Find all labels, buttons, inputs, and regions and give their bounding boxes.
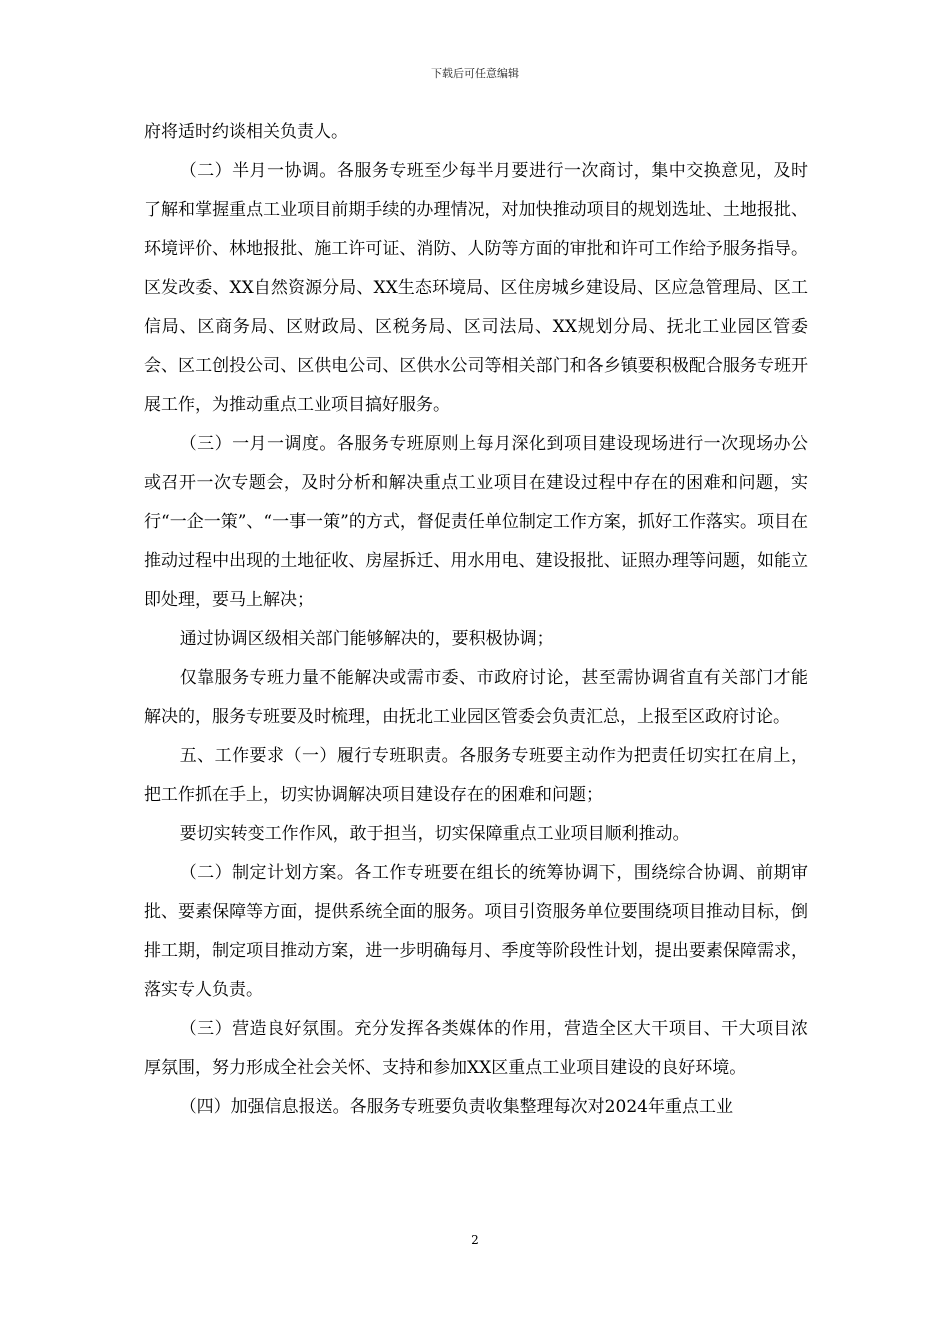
paragraph-8: （二）制定计划方案。各工作专班要在组长的统筹协调下，围绕综合协调、前期审批、要素保障等方面，提供系统全面的服务。项目引资服务单位要围绕项目推动目标，倒排工期，制定项目推动方案，进一步明确每月、季度等阶段性计划，提出要素保障需求，落实专人负责。 — [144, 863, 808, 1000]
paragraph-5: 仅靠服务专班力量不能解决或需市委、市政府讨论，甚至需协调省直有关部门才能解决的，服务专班要及时梳理，由抚北工业园区管委会负责汇总，上报至区政府讨论。 — [144, 668, 808, 727]
paragraph-10: （四）加强信息报送。各服务专班要负责收集整理每次对2024年重点工业 — [179, 1097, 733, 1117]
paragraph-1: 府将适时约谈相关负责人。 — [144, 122, 348, 142]
paragraph-3: （三）一月一调度。各服务专班原则上每月深化到项目建设现场进行一次现场办公或召开一次专题会，及时分析和解决重点工业项目在建设过程中存在的困难和问题，实行“一企一策”、“一事一策”的方式，督促责任单位制定工作方案，抓好工作落实。项目在推动过程中出现的土地征收、房屋拆迁、用水用电、建设报批、证照办理等问题，如能立即处理，要马上解决； — [144, 434, 808, 610]
paragraph-7: 要切实转变工作作风，敢于担当，切实保障重点工业项目顺利推动。 — [179, 824, 690, 844]
page-header: 下载后可任意编辑 — [431, 67, 519, 80]
paragraph-6: 五、工作要求（一）履行专班职责。各服务专班要主动作为把责任切实扛在肩上，把工作抓在手上，切实协调解决项目建设存在的困难和问题； — [144, 746, 808, 805]
paragraph-2: （二）半月一协调。各服务专班至少每半月要进行一次商讨，集中交换意见，及时了解和掌握重点工业项目前期手续的办理情况，对加快推动项目的规划选址、土地报批、环境评价、林地报批、施工许可证、消防、人防等方面的审批和许可工作给予服务指导。区发改委、XX自然资源分局、XX生态环境局、区住房城乡建设局、区应急管理局、区工信局、区商务局、区财政局、区税务局、区司法局、XX规划分局、抚北工业园区管委会、区工创投公司、区供电公司、区供水公司等相关部门和各乡镇要积极配合服务专班开展工作，为推动重点工业项目搞好服务。 — [144, 161, 808, 415]
page-number: 2 — [471, 1233, 479, 1247]
document-body — [144, 113, 808, 1127]
paragraph-9: （三）营造良好氛围。充分发挥各类媒体的作用，营造全区大干项目、干大项目浓厚氛围，努力形成全社会关怀、支持和参加XX区重点工业项目建设的良好环境。 — [144, 1019, 808, 1078]
paragraph-4: 通过协调区级相关部门能够解决的，要积极协调； — [179, 629, 554, 649]
